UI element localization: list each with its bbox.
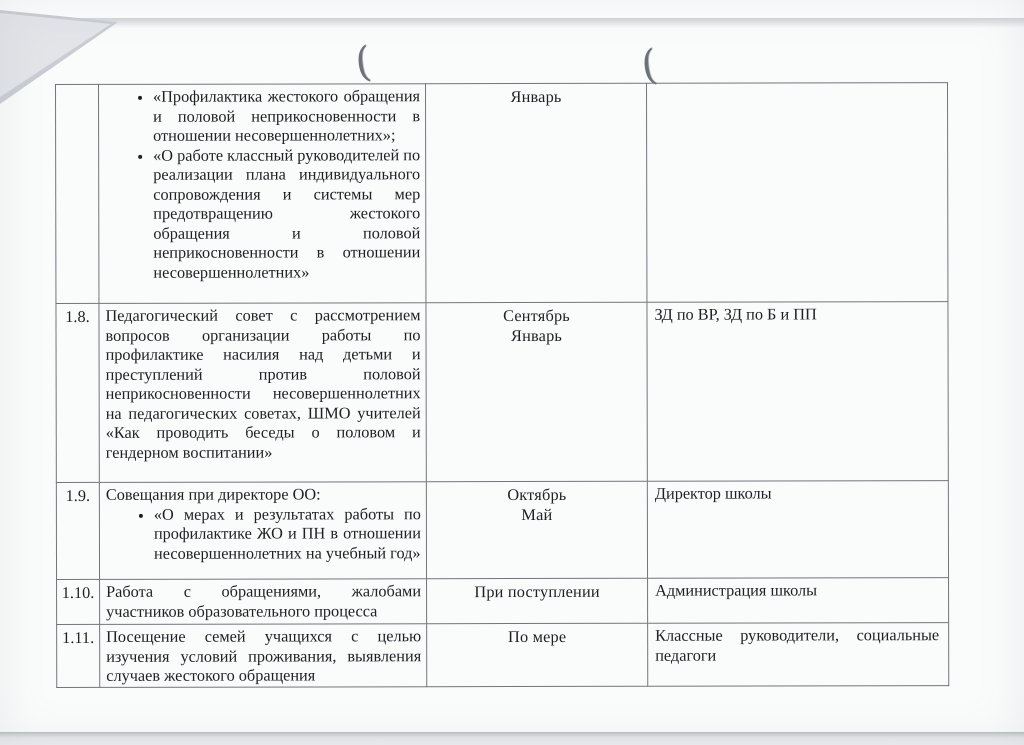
- timing-line: Январь: [510, 325, 563, 345]
- table-row: [56, 83, 948, 304]
- table-row: [57, 623, 949, 687]
- timing-line: По мере: [507, 626, 567, 647]
- responsible-cell: [646, 83, 947, 303]
- binder-ring-mark-icon: (: [352, 37, 374, 87]
- activity-cell: [100, 579, 427, 625]
- activity-text: Работа с обращениями, жалобами участников образовательного процесса: [106, 581, 422, 621]
- table-row: [56, 481, 948, 580]
- timing-cell: [426, 481, 647, 578]
- responsible-cell: Классные руководители, социальные педагоги: [648, 623, 949, 686]
- timing-line: При поступлении: [474, 581, 600, 602]
- row-number-cell: 1.11.: [57, 624, 100, 687]
- activity-bullet-list: [106, 504, 421, 563]
- activity-text: Педагогический совет с рассмотрением вопросов организации работы по профилактике насилия над детьми и преступлений против половой неприкосновенности несовершеннолетних на педагогических советах, ШМО учителей «Как проводить беседы о половом и гендерном воспитании»: [105, 305, 421, 462]
- activity-bullet-item: • «О работе классный руководителей по реализации плана индивидуального сопровождения и системы мер предотвращению жестокого обращения и половой неприкосновенности в отношении несовершеннолетних»: [153, 145, 420, 282]
- responsible-cell: Администрация школы: [648, 578, 949, 624]
- row-number-cell: 1.8.: [56, 303, 99, 482]
- table-row: [56, 302, 948, 483]
- page-top-shadow: [0, 18, 1024, 31]
- activity-cell: [99, 303, 426, 483]
- plan-table-body: [56, 83, 949, 687]
- binder-ring-mark-icon: (: [638, 40, 660, 90]
- upper-sheet-edge: [0, 0, 1024, 18]
- timing-cell: [426, 83, 647, 302]
- timing-line: Октябрь: [507, 484, 567, 505]
- activity-text: Посещение семей учащихся с целью изучения условий проживания, выявления случаев жестокого обращения: [106, 626, 422, 685]
- plan-table: [55, 82, 949, 687]
- activity-cell: [99, 482, 426, 580]
- responsible-cell: ЗД по ВР, ЗД по Б и ПП: [647, 302, 948, 482]
- activity-bullet-item: • «О мерах и результатах работы по профилактике ЖО и ПН в отношении несовершеннолетних на учебный год»: [154, 504, 421, 563]
- row-number-cell: 1.10.: [57, 579, 100, 624]
- activity-bullet-item: • «Профилактика жестокого обращения и половой неприкосновенности в отношении несовершеннолетних»;: [153, 86, 420, 145]
- activity-bullet-list: [105, 86, 420, 282]
- page-bottom-edge: [0, 732, 1024, 745]
- timing-cell: [427, 578, 648, 623]
- row-number-cell: [56, 84, 99, 303]
- timing-cell: [427, 623, 648, 686]
- timing-line: Май: [521, 504, 553, 524]
- activity-text: Совещания при директоре ОО:: [105, 484, 321, 504]
- table-row: [57, 578, 949, 625]
- row-number-cell: 1.9.: [56, 482, 99, 579]
- responsible-cell: Директор школы: [647, 481, 948, 579]
- timing-cell: [426, 302, 647, 481]
- activity-cell: [99, 84, 426, 304]
- timing-line: Сентябрь: [503, 305, 570, 326]
- activity-cell: [100, 624, 427, 687]
- timing-line: Январь: [510, 86, 562, 107]
